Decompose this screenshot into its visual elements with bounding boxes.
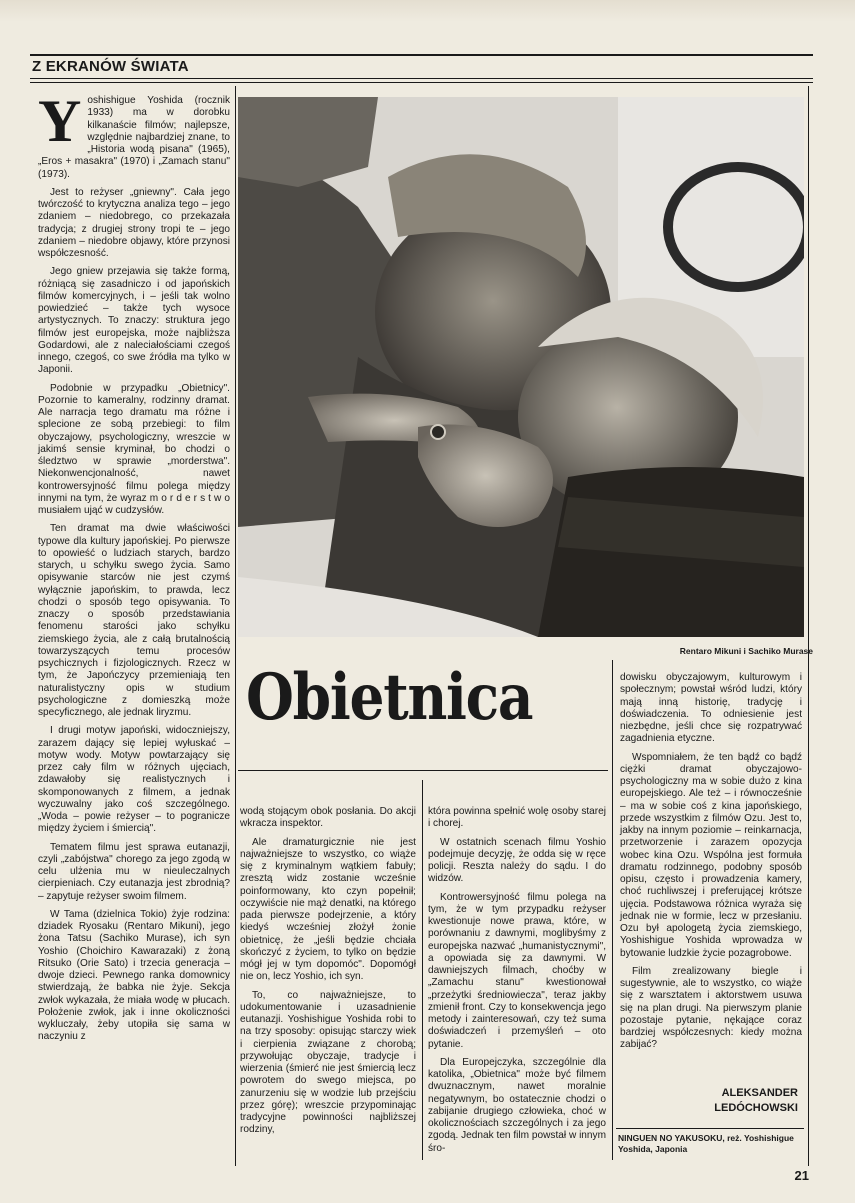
paragraph: To, co najważniejsze, to udokumentowanie i uzasadnienie eutanazji. Yoshishigue Yoshida robi to na trzy sposoby: opisując starczy wiek i cierpienia związane z chorobą; przywołując obyczaje, tradycje i wierzenia (śmierć nie jest śmiercią lecz powrotem do swego miejsca, po zanurzeniu się w wodzie lub przejściu przez górę); wreszcie przypominając tradycyjne powinności najbliższej rodziny, <box>240 989 416 1136</box>
paragraph: Film zrealizowany biegle i sugestywnie, ale to wszystko, co wiąże się z warsztatem i aktorstwem usuwa się na plan drugi. Na pierwszym planie pozostaje pytanie, nękające coraz bardziej współczesnych: kiedy można zabijać? <box>620 965 802 1051</box>
paragraph: wodą stojącym obok posłania. Do akcji wkracza inspektor. <box>240 806 416 830</box>
paragraph: Jest to reżyser „gniewny". Cała jego twórczość to krytyczna analiza tego – jego zdaniem – niedobrego, co przekazała tradycja; z drugiej strony tropi te – jego zdaniem – niedobre objawy, które przynosi współczesność. <box>38 186 230 259</box>
article-column-4 <box>620 672 802 1058</box>
header-rule-bottom <box>30 78 813 79</box>
header-rule-top <box>30 54 813 56</box>
paragraph: która powinna spełnić wolę osoby starej i chorej. <box>428 806 606 830</box>
paragraph: dowisku obyczajowym, kulturowym i społecznym; powstał wśród ludzi, który mają inną historię, tradycję i doświadczenia. To odniesienie jest niezbędne, jeśli chce się rozpatrywać zagadnienia etyczne. <box>620 672 802 745</box>
column-divider <box>235 86 236 1166</box>
paragraph: W Tama (dzielnica Tokio) żyje rodzina: dziadek Ryosaku (Rentaro Mikuni), jego żona Tatsu (Sachiko Murase), ich syn Yoshio (Choichiro Kawarazaki) z żoną Ritsuko (Orie Sato) i trzecia generacja – dwoje dzieci. Pewnego ranka domownicy stwierdzają, że babka nie żyje. Sekcja zwłok wykazała, że miała wodę w płucach. Położenie zwłok, jak i inne okoliczności wykluczały, żeby utopiła się sama w naczyniu z <box>38 908 230 1043</box>
page-fold-shadow <box>0 0 855 22</box>
page-number: 21 <box>794 1168 809 1183</box>
paragraph: Jego gniew przejawia się także formą, różniącą się zasadniczo i od japońskich filmów komercyjnych, i – jeśli tak wolno powiedzieć – także tych wysoce artystycznych. To znaczy: struktura jego filmów jest europejska, może najbliższa Godardowi, ale z naleciałościami czegoś innego, czegoś, co swe źródła ma tylko w Japonii. <box>38 266 230 376</box>
paragraph: Wspomniałem, że ten bądź co bądź ciężki dramat obyczajowo-psychologiczny ma w sobie dużo z kina europejskiego. Ale też – i równocześnie – ma w sobie coś z kina japońskiego, przede wszystkim z filmów Ozu. Jest to, jakby na innym poziomie – reinkarnacja, przetworzenie i zarazem opozycja wobec kina Ozu. Wspólna jest formuła dramatu rodzinnego, podobny sposób opisu, często i prowadzenia kamery, choć ruchliwszej i preferującej krótsze ujęcia. Podstawowa różnica wyraża się jednak nie w formie, lecz w przesłaniu. Ozu był apologetą życia ziemskiego, Yoshishigue Yoshida wprowadza w bytowanie ludzkie życie pozagrobowe. <box>620 751 802 959</box>
paragraph: Kontrowersyjność filmu polega na tym, że w tym przypadku reżyser kwestionuje nowe prawa, które, w porównaniu z dawnymi, moglibyśmy z europejska nazwać „humanistycznymi", a opowiada się za dawnymi. W dawniejszych filmach, choćby w „Zamachu stanu" kwestionował „przeżytki średniowiecza", teraz jakby zmienił front. Czy to konsekwencja jego metody i zainteresowań, czy też suma doświadczeń i przemyśleń – oto pytanie. <box>428 891 606 1050</box>
drop-cap: Y <box>38 88 82 154</box>
paragraph: Ale dramaturgicznie nie jest najważniejsze to wszystko, co wiąże się z kryminalnym wątkiem fabuły; zresztą widz zostanie wcześnie poinformowany, kto czyn popełnił; oczywiście nie mąż denatki, na którego pada pierwsze podejrzenie, a który kiedyś wcześniej złożył żonie obietnicę, że „jeśli będzie chciała skończyć z życiem, to tylko on będzie mógł jej w tym dopomóc". Dopomógł nie on, lecz Yoshio, ich syn. <box>240 836 416 983</box>
paragraph: I drugi motyw japoński, widoczniejszy, zarazem dający się lepiej wyłuskać – motyw wody. Motyw powtarzający się przez cały film w różnych ujęciach, zdawałoby się realistycznych i skomponowanych z filmem, a jednak wyczuwalny jako coś szczególnego. „Woda – powie reżyser – to pogranicze między życiem i śmiercią". <box>38 725 230 835</box>
author-first-name: ALEKSANDER <box>721 1087 798 1099</box>
paragraph: Dla Europejczyka, szczególnie dla katolika, „Obietnica" może być filmem dwuznacznym, nawet moralnie negatywnym, bo ostatecznie chodzi o zabijanie drugiego człowieka, choć w okolicznościach szczególnych i za jego zgodą. Jednak ten film powstał w innym śro- <box>428 1056 606 1154</box>
paragraph: Ten dramat ma dwie właściwości typowe dla kultury japońskiej. Po pierwsze to opowieść o ludziach starych, bardzo starych, u schyłku swego życia. Samo opisywanie starców nie jest czymś wyłącznie japońskim, to prawda, lecz chodzi o sposób tego opisywania. To znaczy o sposób przedstawiania fenomenu starości jako schyłku ziemskiego życia, ale z całą brutalnością towarzyszących temu procesów psychicznych i fizjologicznych. Rzecz w tym, że Japończycy przemieniają ten naturalistyczny opis w studium psychologiczne z domieszką może specyficznego, ale jednak liryzmu. <box>38 523 230 718</box>
article-headline: Obietnica <box>246 660 533 735</box>
paragraph: Podobnie w przypadku „Obietnicy". Pozornie to kameralny, rodzinny dramat. Ale narracja tego dramatu ma różne i splecione ze sobą przebiegi: to film obyczajowy, psychologiczny, wreszcie w jakimś sensie kryminał, bo chodzi o śledztwo w sprawie „morderstwa". Niekonwencjonalność, nawet kontrowersyjność filmu polega między innymi na tym, że wyraz m o r d e r s t w o musiałem ująć w cudzysłów. <box>38 382 230 516</box>
film-credits: NINGUEN NO YAKUSOKU, reż. Yoshishigue Yoshida, Japonia <box>618 1133 794 1154</box>
film-still-photo <box>238 97 804 637</box>
article-column-3 <box>428 806 606 1161</box>
paragraph: Tematem filmu jest sprawa eutanazji, czyli „zabójstwa" chorego za jego zgodą w celu ulżenia mu w nieuleczalnych cierpieniach. Czy eutanazja jest zbrodnią? – zapytuje reżyser swoim filmem. <box>38 841 230 902</box>
column-divider <box>612 660 613 1160</box>
paragraph: oshishigue Yoshida (rocznik 1933) ma w dorobku kilkanaście filmów; najlepsze, względnie najbardziej znane, to „Historia wodą pisana" (1965), „Eros + masakra" (1970) i „Zamach stanu" (1973). <box>38 95 230 180</box>
author-signature <box>628 1086 798 1116</box>
author-last-name: LEDÓCHOWSKI <box>714 1102 798 1114</box>
column-divider <box>422 780 423 1160</box>
photo-caption: Rentaro Mikuni i Sachiko Murase <box>679 646 813 656</box>
section-title: Z EKRANÓW ŚWIATA <box>32 58 189 75</box>
article-column-1 <box>38 88 230 1050</box>
article-column-2 <box>240 806 416 1143</box>
paragraph: W ostatnich scenach filmu Yoshio podejmuje decyzję, że odda się w ręce policji. Reszta należy do sądu. I do widzów. <box>428 836 606 885</box>
headline-rule <box>238 770 608 771</box>
photo-illustration <box>238 97 804 637</box>
column-divider <box>808 86 809 1166</box>
header-rule-bottom-2 <box>30 82 813 83</box>
credits-rule <box>616 1128 804 1129</box>
